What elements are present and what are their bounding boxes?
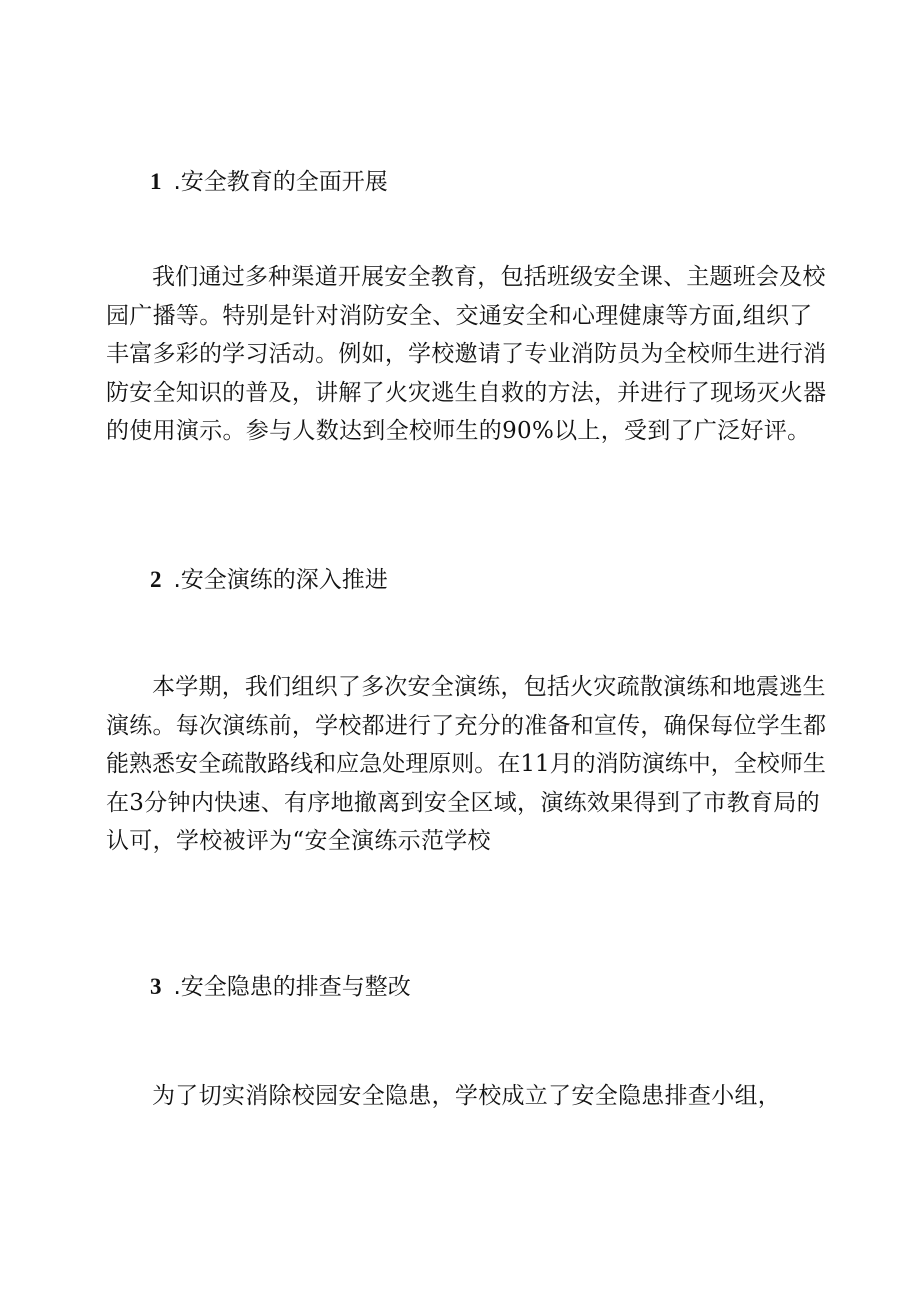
paragraph-line: 的使用演示。参与人数达到全校师生的90%以上，受到了广泛好评。 xyxy=(106,418,811,445)
paragraph-line: 防安全知识的普及，讲解了火灾逃生自救的方法，并进行了现场灭火器 xyxy=(106,379,827,406)
paragraph-line: 本学期，我们组织了多次安全演练，包括火灾疏散演练和地震逃生 xyxy=(152,674,826,700)
section-2-title: .安全演练的深入推进 xyxy=(173,567,388,593)
section-3-paragraph xyxy=(106,1077,826,1116)
section-3-number: 3 xyxy=(150,974,162,999)
section-1-heading xyxy=(150,167,388,197)
section-1-title: .安全教育的全面开展 xyxy=(173,169,388,195)
paragraph-line: 我们通过多种渠道开展安全教育，包括班级安全课、主题班会及校 xyxy=(152,264,826,290)
paragraph-line: 园广播等。特别是针对消防安全、交通安全和心理健康等方面,组织了 xyxy=(106,302,813,329)
section-2-heading xyxy=(150,565,388,595)
paragraph-line: 演练。每次演练前，学校都进行了充分的准备和宣传，确保每位学生都 xyxy=(106,712,827,739)
section-1-paragraph xyxy=(106,258,826,451)
paragraph-line: 为了切实消除校园安全隐患，学校成立了安全隐患排查小组， xyxy=(152,1083,782,1109)
paragraph-line: 丰富多彩的学习活动。例如，学校邀请了专业消防员为全校师生进行消 xyxy=(106,341,827,368)
section-2-number: 2 xyxy=(150,567,162,592)
paragraph-line: 在3分钟内快速、有序地撤离到安全区域，演练效果得到了市教育局的 xyxy=(106,789,820,816)
paragraph-line: 能熟悉安全疏散路线和应急处理原则。在11月的消防演练中，全校师生 xyxy=(106,751,826,778)
section-2-paragraph xyxy=(106,668,826,861)
section-1-number: 1 xyxy=(150,169,162,194)
paragraph-line: 认可，学校被评为“安全演练示范学校 xyxy=(106,828,491,855)
section-3-heading xyxy=(150,972,411,1002)
section-3-title: .安全隐患的排查与整改 xyxy=(173,974,411,1000)
